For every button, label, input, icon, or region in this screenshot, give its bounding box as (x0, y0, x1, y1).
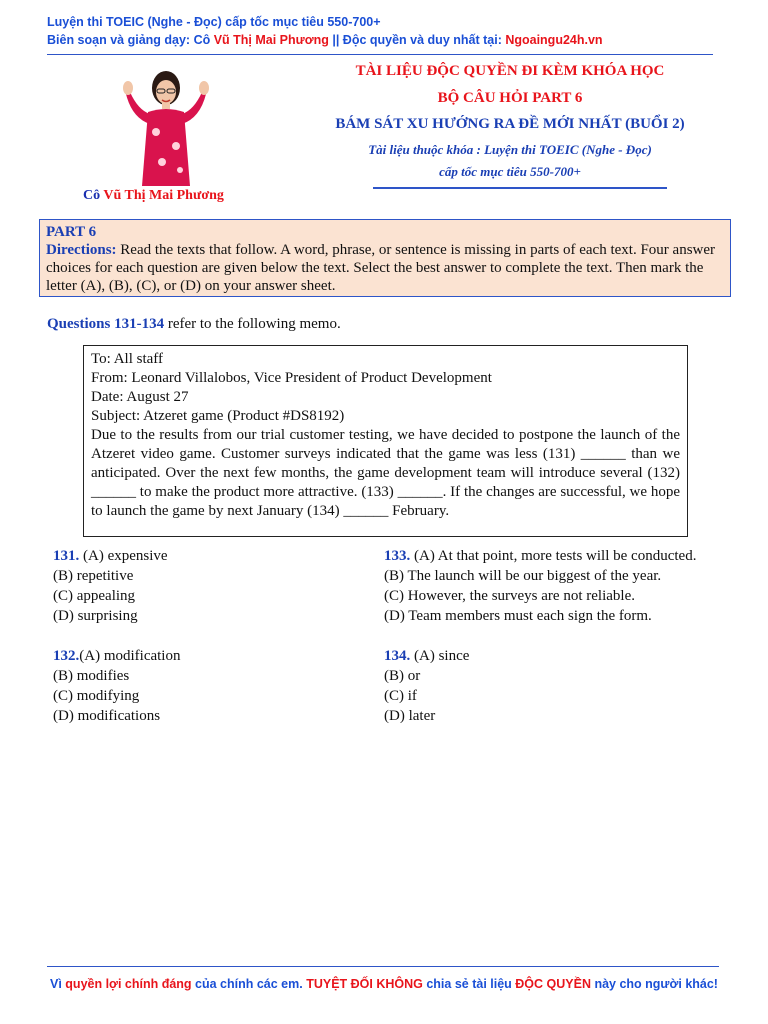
doc-title-line1: TÀI LIỆU ĐỘC QUYỀN ĐI KÈM KHÓA HỌC (355, 63, 665, 79)
footer-part: ĐỘC QUYỀN (515, 977, 591, 991)
footer-part: này cho người khác! (590, 977, 718, 991)
question-133 (384, 546, 696, 626)
memo-body: Due to the results from our trial customer testing, we have decided to postpone the launch of the Atzeret video game. Customer surveys indicated that the game was less (131) ______ than we anticipated. Over the next few months, the game development team will introduce several (132) ______ to make the product more attractive. (133) ______. If the changes are successful, we hope to launch the game by next January (134) ______ February. (91, 427, 680, 519)
option-c[interactable]: (C) appealing (53, 588, 136, 604)
questions-range: Questions 131-134 (47, 316, 165, 332)
directions-paragraph (46, 241, 724, 295)
directions-label: Directions: (46, 242, 117, 258)
question-131 (53, 546, 168, 626)
option-c[interactable]: (C) However, the surveys are not reliable. (384, 588, 635, 604)
questions-reference (47, 316, 341, 333)
option-c[interactable]: (C) modifying (53, 688, 140, 704)
question-number: 134. (384, 648, 411, 664)
option-d[interactable]: (D) surprising (53, 608, 138, 624)
questions-ref-text: refer to the following memo. (164, 316, 341, 332)
doc-title-line2 (300, 90, 720, 107)
title-divider (373, 187, 667, 189)
doc-title-prefix: BỘ CÂU HỎI (437, 90, 533, 106)
header-author-mid: || Độc quyền và duy nhất tại: (328, 33, 506, 47)
doc-title-part: PART 6 (532, 90, 583, 106)
option-b[interactable]: (B) modifies (53, 668, 130, 684)
option-b[interactable]: (B) or (384, 668, 421, 684)
memo-to: To: All staff (91, 351, 164, 367)
teacher-photo (120, 62, 212, 186)
option-b[interactable]: (B) repetitive (53, 568, 134, 584)
option-d[interactable]: (D) Team members must each sign the form. (384, 608, 652, 624)
footer-part: quyền lợi chính đáng (65, 977, 192, 991)
footer-divider (47, 966, 719, 967)
option-a[interactable]: (A) At that point, more tests will be conducted. (410, 548, 697, 564)
option-a[interactable]: (A) modification (79, 648, 181, 664)
header-course-line: Luyện thi TOEIC (Nghe - Đọc) cấp tốc mục tiêu 550-700+ (47, 15, 381, 29)
teacher-prefix: Cô (83, 188, 104, 203)
option-a[interactable]: (A) since (410, 648, 470, 664)
option-c[interactable]: (C) if (384, 688, 417, 704)
footer-notice (0, 977, 768, 991)
part-title: PART 6 (46, 224, 97, 240)
question-134 (384, 646, 469, 726)
option-d[interactable]: (D) modifications (53, 708, 161, 724)
memo-from: From: Leonard Villalobos, Vice President of Product Development (91, 370, 492, 386)
header-site-link[interactable]: Ngoaingu24h.vn (505, 33, 603, 47)
question-number: 132. (53, 648, 80, 664)
header-author-line (47, 33, 603, 47)
footer-part: của chính các em. (191, 977, 307, 991)
footer-part: chia sẻ tài liệu (422, 977, 516, 991)
footer-part: TUYỆT ĐỐI KHÔNG (306, 977, 423, 991)
header-divider (47, 54, 713, 55)
question-number: 133. (384, 548, 411, 564)
memo-date: Date: August 27 (91, 389, 189, 405)
doc-target-line: cấp tốc mục tiêu 550-700+ (439, 164, 581, 179)
header-teacher-name: Vũ Thị Mai Phương (213, 33, 329, 47)
option-b[interactable]: (B) The launch will be our biggest of the year. (384, 568, 662, 584)
doc-course-line: Tài liệu thuộc khóa : Luyện thi TOEIC (Nghe - Đọc) (368, 142, 652, 157)
part-directions-box (39, 219, 731, 297)
teacher-caption (83, 188, 224, 204)
footer-part: Vì (50, 977, 66, 991)
directions-text: Read the texts that follow. A word, phrase, or sentence is missing in parts of each text. Four answer choices for each question are given below the text. Select the best answer to complete the text. Then mark the letter (A), (B), (C), or (D) on your answer sheet. (46, 242, 716, 294)
teacher-name: Vũ Thị Mai Phương (103, 188, 224, 203)
doc-title-line3: BÁM SÁT XU HƯỚNG RA ĐỀ MỚI NHẤT (BUỔI 2) (335, 116, 685, 132)
option-a[interactable]: (A) expensive (79, 548, 168, 564)
memo-box (83, 345, 688, 537)
memo-subject: Subject: Atzeret game (Product #DS8192) (91, 408, 345, 424)
header-author-prefix: Biên soạn và giảng dạy: Cô (47, 33, 214, 47)
question-number: 131. (53, 548, 80, 564)
option-d[interactable]: (D) later (384, 708, 436, 724)
question-132 (53, 646, 180, 726)
